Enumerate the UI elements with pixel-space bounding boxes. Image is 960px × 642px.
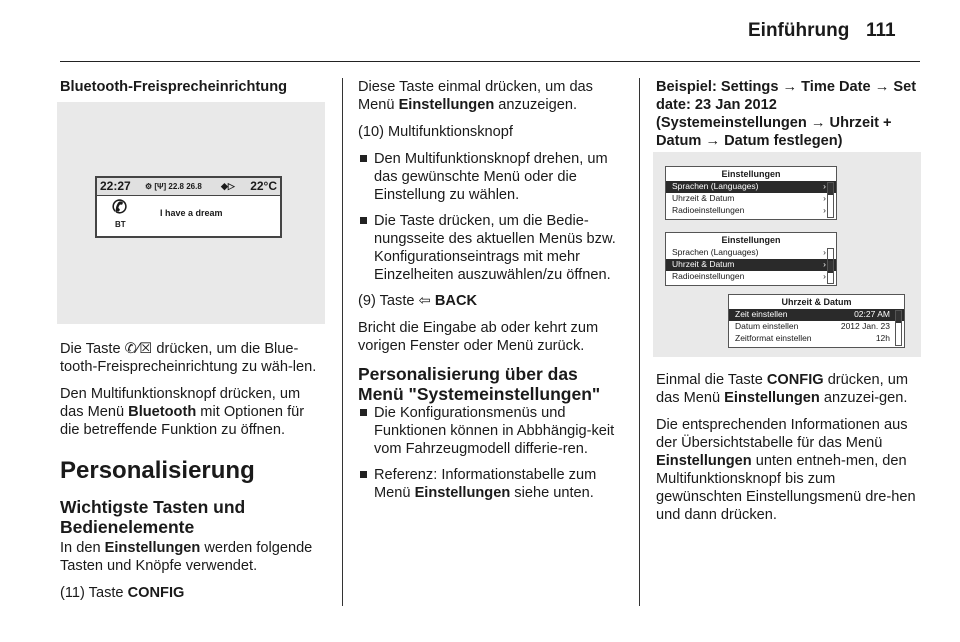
lcd-time: 22:27 (100, 179, 131, 193)
header-title: Einführung (748, 20, 850, 41)
header-rule (60, 61, 920, 62)
heading-tasten: Wichtigste Tasten und Bedienelemente (60, 497, 246, 537)
datetime-screen: Uhrzeit & Datum Zeit einstellen 02:27 AM Datum einstellen 2012 Jan. 23 Zeitformat einstellen 12h (728, 294, 905, 348)
bullet-item: Den Multifunktionsknopf drehen, um das gewünschte Menü oder die Einstellung zu wählen. (358, 150, 624, 204)
settings-screens-photo (653, 152, 921, 357)
settings-screen-1: Einstellungen Sprachen (Languages) › Uhrzeit & Datum › Radioeinstellungen › (665, 166, 837, 220)
paragraph-phone-key: Die Taste ✆⁄☒ drücken, um die Blue-tooth-Freisprecheinrichtung zu wäh-len. (60, 341, 317, 375)
paragraph-config-key: (11) Taste CONFIG (60, 585, 185, 601)
bluetooth-display-photo (57, 102, 325, 324)
bullet-item: Die Konfigurationsmenüs und Funktionen können in Abbhängig-keit vom Fahrzeugmodell differie-ren. (358, 404, 624, 458)
paragraph-config-desc: Diese Taste einmal drücken, um das Menü Einstellungen anzuzeigen. (358, 79, 593, 113)
bullet-item: Referenz: Informationstabelle zum Menü Einstellungen siehe unten. (358, 466, 624, 502)
lcd-temperature: 22°C (250, 179, 277, 193)
bullet-item: Die Taste drücken, um die Bedie-nungsseite des aktuellen Menüs bzw. Konfigurationseintrags mit mehr Einzelheiten auszuwählen/zu öffnen. (358, 212, 624, 284)
lcd-display (95, 176, 282, 238)
back-icon: ⇦ (418, 293, 435, 309)
column-1 (60, 78, 325, 611)
column-3 (656, 78, 924, 533)
phone-key-icon: ✆⁄☒ (124, 341, 153, 357)
lcd-bt-label: BT (115, 220, 126, 229)
lcd-song-title: I have a dream (160, 208, 223, 218)
page-header (0, 0, 960, 62)
phone-icon: ✆ (112, 197, 128, 217)
paragraph-table-instr: Die entsprechenden Informationen aus der Übersichtstabelle für das Menü Einstellungen unten entneh-men, den Multifunktionsknopf bis zum gewünschten Einstellungsmenü dre-hen und dann drücken. (656, 417, 916, 523)
column-divider-1 (342, 78, 343, 606)
paragraph-bluetooth-menu: Den Multifunktionsknopf drücken, um das Menü Bluetooth mit Optionen für die betreffende Funktion zu öffnen. (60, 386, 305, 438)
column-2 (358, 78, 624, 510)
section-label: Bluetooth-Freisprecheinrichtung (60, 79, 288, 95)
lcd-status-icons: ⚙ [Ψ] 22.8 26.8 (145, 182, 202, 191)
lcd-status-bar (97, 178, 280, 196)
example-heading: Beispiel: Settings → Time Date → Set date: 23 Jan 2012 (Systemeinstellungen → Uhrzeit + Datum → Datum festlegen) (656, 79, 917, 149)
column-divider-2 (639, 78, 640, 606)
heading-systemeinstellungen: Personalisierung über das Menü "Systemeinstellungen" (358, 364, 601, 404)
settings-screen-2: Einstellungen Sprachen (Languages) › Uhrzeit & Datum › Radioeinstellungen › (665, 232, 837, 286)
paragraph-back-desc: Bricht die Eingabe ab oder kehrt zum vorigen Fenster oder Menü zurück. (358, 320, 599, 354)
paragraph-config-instr: Einmal die Taste CONFIG drücken, um das Menü Einstellungen anzuzei-gen. (656, 372, 908, 406)
paragraph-multifunction: (10) Multifunktionsknopf (358, 124, 513, 140)
page-number: 111 (866, 20, 896, 41)
heading-personalisierung: Personalisierung (60, 457, 255, 484)
paragraph-einstellungen: In den Einstellungen werden folgende Tasten und Knöpfe verwendet. (60, 540, 313, 574)
lcd-arrows: ◆▷ (221, 181, 235, 191)
paragraph-back-key: (9) Taste ⇦ BACK (358, 293, 478, 309)
